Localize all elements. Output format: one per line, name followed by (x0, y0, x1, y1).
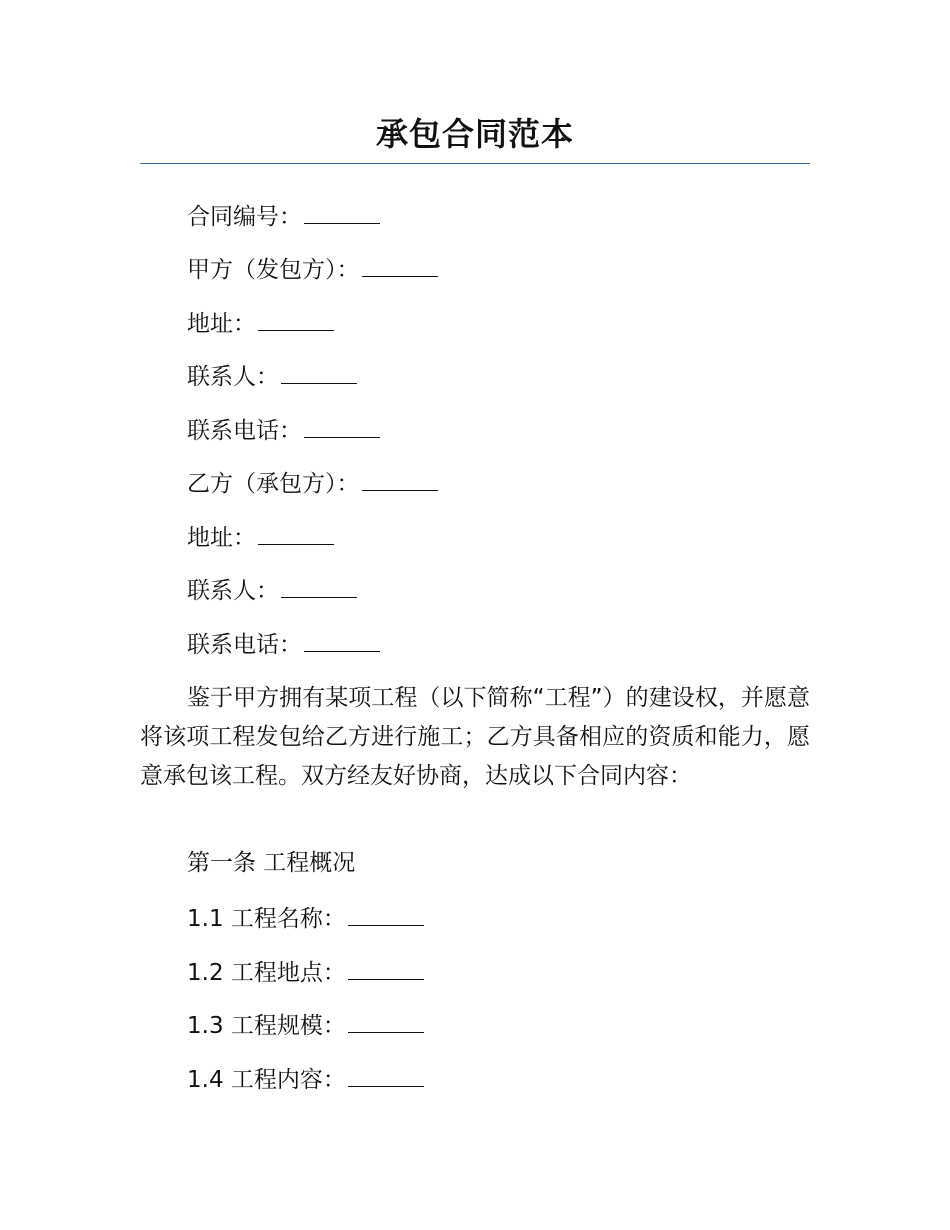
field-label: 联系人： (187, 578, 279, 604)
article-1-heading: 第一条 工程概况 (187, 850, 356, 876)
field-blank (348, 901, 424, 926)
field-blank (304, 627, 380, 652)
field-label: 联系电话： (187, 632, 302, 658)
field-blank (281, 573, 357, 598)
field-blank (258, 306, 334, 331)
field-label: 1.4 工程内容： (187, 1067, 346, 1093)
field-blank (348, 1062, 424, 1087)
field-party-a (187, 252, 438, 285)
field-label: 1.3 工程规模： (187, 1013, 346, 1039)
field-party-b-phone (187, 627, 380, 660)
field-label: 合同编号： (187, 204, 302, 230)
field-blank (362, 252, 438, 277)
field-party-b (187, 466, 438, 499)
field-blank (362, 466, 438, 491)
field-blank (258, 520, 334, 545)
field-label: 地址： (187, 311, 256, 337)
item-project-content (187, 1062, 424, 1095)
field-contract-number (187, 199, 380, 232)
field-party-b-address (187, 520, 334, 553)
field-party-a-phone (187, 413, 380, 446)
field-blank (304, 413, 380, 438)
intro-paragraph: 鉴于甲方拥有某项工程（以下简称“工程”）的建设权，并愿意将该项工程发包给乙方进行施工；乙方具备相应的资质和能力，愿意承包该工程。双方经友好协商，达成以下合同内容： (140, 685, 810, 789)
field-blank (348, 1008, 424, 1033)
field-party-a-address (187, 306, 334, 339)
field-label: 地址： (187, 525, 256, 551)
item-project-name (187, 901, 424, 934)
field-party-a-contact (187, 359, 357, 392)
field-label: 联系人： (187, 364, 279, 390)
item-project-scale (187, 1008, 424, 1041)
field-blank (304, 199, 380, 224)
title-divider (140, 163, 810, 164)
field-label: 1.2 工程地点： (187, 960, 346, 986)
field-label: 乙方（承包方）： (187, 471, 360, 497)
item-project-location (187, 955, 424, 988)
field-label: 1.1 工程名称： (187, 906, 346, 932)
document-title: 承包合同范本 (375, 115, 574, 153)
field-label: 联系电话： (187, 418, 302, 444)
field-blank (348, 955, 424, 980)
field-party-b-contact (187, 573, 357, 606)
field-label: 甲方（发包方）： (187, 257, 360, 283)
field-blank (281, 359, 357, 384)
